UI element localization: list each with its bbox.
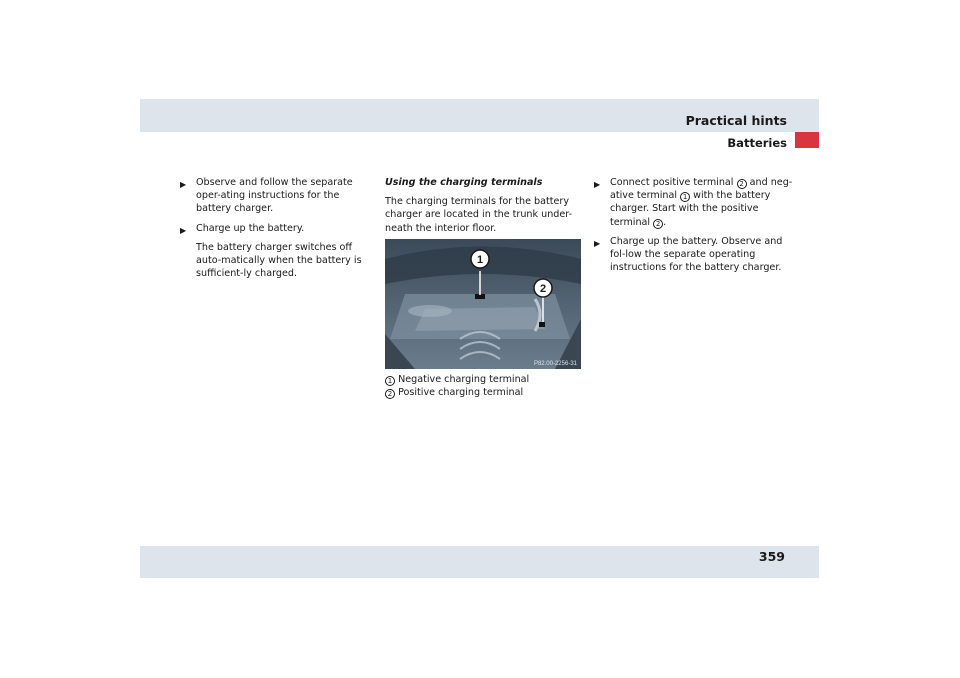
step-text-part: . [663,216,667,228]
column-middle [385,176,581,399]
step-text [610,177,792,228]
legend-text: Negative charging terminal [398,373,530,385]
subsection-title: Batteries [727,136,787,150]
callout-1: 1 [476,253,484,266]
legend-number: 2 [385,389,395,399]
bullet-arrow-icon: ▶ [180,180,187,189]
intro-paragraph: The charging terminals for the battery charger are located in the trunk under-neath the interior floor. [385,196,573,234]
step-text: Charge up the battery. [196,222,305,234]
column-right [594,176,794,280]
trunk-illustration [385,239,581,369]
legend-number: 1 [385,376,395,386]
footer-band [140,546,819,578]
terminal-number: 2 [737,179,747,189]
image-code: P82.00-2256-31 [533,360,577,367]
instruction-step [594,235,794,275]
instruction-step [594,176,794,229]
page-number: 359 [758,549,785,564]
step-text: Observe and follow the separate oper-ating instructions for the battery charger. [196,177,353,215]
step-text: Charge up the battery. Observe and fol-low the separate operating instructions for the battery charger. [610,235,783,274]
terminal-number: 2 [653,219,663,229]
callout-2: 2 [539,282,547,295]
instruction-step [180,176,376,216]
terminal-number: 1 [680,192,690,202]
bullet-arrow-icon: ▶ [594,180,601,189]
bullet-arrow-icon: ▶ [180,225,187,235]
step-note: The battery charger switches off auto-matically when the battery is sufficient-ly charged. [196,241,362,280]
chapter-marker [795,132,819,148]
column-left [180,176,376,286]
legend-item [385,373,581,386]
step-text-part: with the battery charger. Start with the positive terminal [610,190,771,228]
step-text-part: and neg-ative terminal [610,177,793,202]
legend-item [385,386,581,399]
step-text-part: Connect positive terminal [610,177,734,188]
bullet-arrow-icon: ▶ [594,238,601,248]
trunk-photo [385,239,581,369]
charging-terminals-heading: Using the charging terminals [385,177,543,188]
instruction-step [180,222,376,235]
section-title: Practical hints [685,113,787,128]
legend-text: Positive charging terminal [398,387,524,399]
